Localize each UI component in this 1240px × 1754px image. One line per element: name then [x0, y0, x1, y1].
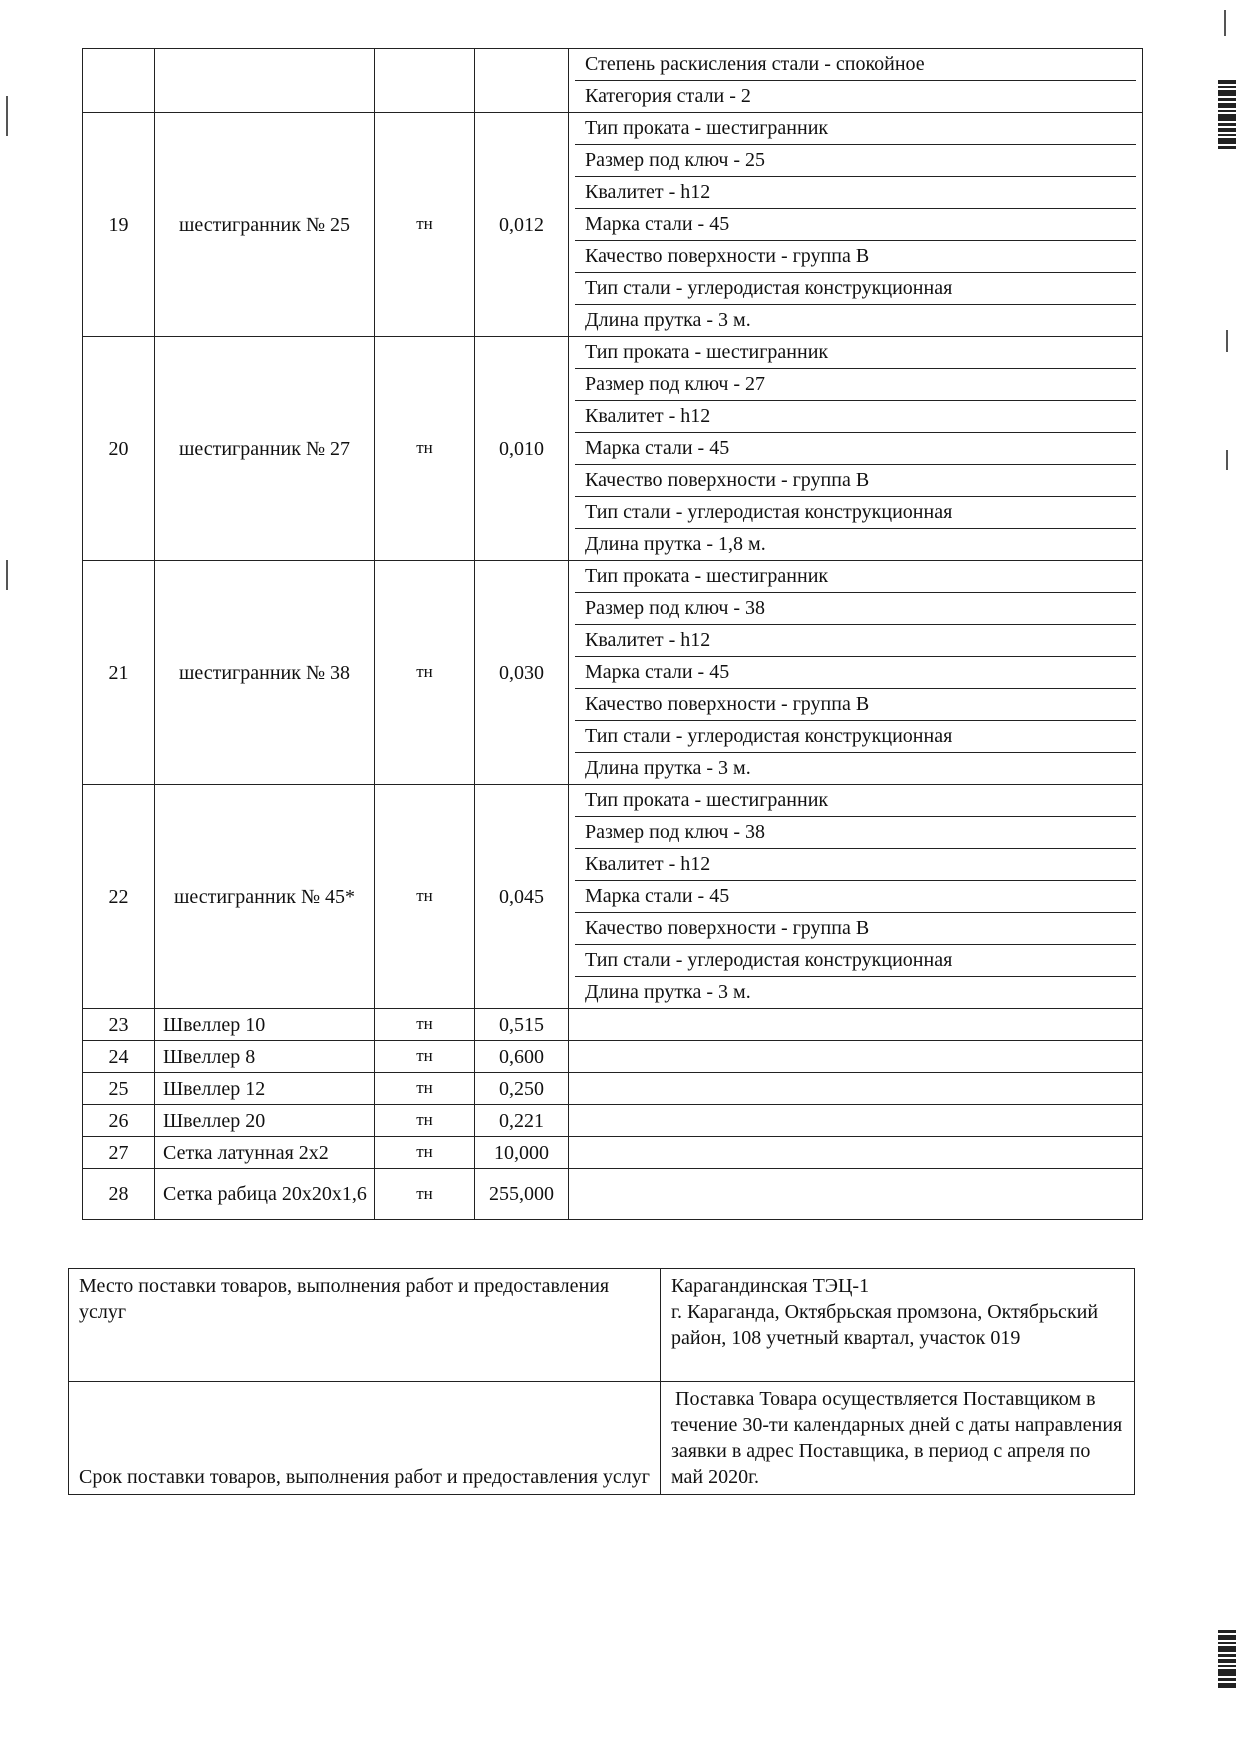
spec-line: Качество поверхности - группа В: [575, 689, 1136, 721]
cell-qty: 10,000: [475, 1137, 569, 1169]
table-row: [83, 1105, 1143, 1137]
table-row-continuation: [83, 49, 1143, 113]
cell-specs: [569, 1137, 1143, 1169]
cell-name: шестигранник № 38: [155, 561, 375, 785]
cell-specs: [569, 337, 1143, 561]
cell-unit: тн: [375, 1169, 475, 1220]
delivery-place-value: [661, 1269, 1135, 1382]
table-row: [83, 337, 1143, 561]
spec-line: Тип проката - шестигранник: [575, 785, 1136, 817]
spec-line: Размер под ключ - 38: [575, 593, 1136, 625]
scan-edge-line: [1224, 10, 1226, 36]
cell-name: Сетка рабица 20х20х1,6: [155, 1169, 375, 1220]
spec-line: Тип проката - шестигранник: [575, 561, 1136, 593]
spec-line: Тип стали - углеродистая конструкционная: [575, 497, 1136, 529]
scan-edge-line: [6, 560, 8, 590]
spec-line: Тип проката - шестигранник: [575, 113, 1136, 145]
cell-unit: тн: [375, 785, 475, 1009]
spec-line: Марка стали - 45: [575, 209, 1136, 241]
cell-unit: тн: [375, 1009, 475, 1041]
cell-specs: [569, 785, 1143, 1009]
cell-unit: тн: [375, 337, 475, 561]
cell-name: [155, 49, 375, 113]
cell-specs: [569, 1009, 1143, 1041]
delivery-place-station: Карагандинская ТЭЦ-1: [671, 1275, 870, 1297]
cell-specs: [569, 561, 1143, 785]
cell-unit: тн: [375, 1105, 475, 1137]
scan-barcode-mark: [1218, 1630, 1236, 1690]
cell-qty: 0,221: [475, 1105, 569, 1137]
cell-unit: тн: [375, 1073, 475, 1105]
cell-name: Швеллер 20: [155, 1105, 375, 1137]
cell-num: 19: [83, 113, 155, 337]
table-row: [83, 785, 1143, 1009]
scan-barcode-mark: [1218, 80, 1236, 151]
cell-name: Швеллер 10: [155, 1009, 375, 1041]
spec-line: Размер под ключ - 27: [575, 369, 1136, 401]
scan-edge-line: [6, 96, 8, 136]
cell-qty: 255,000: [475, 1169, 569, 1220]
spec-line: Размер под ключ - 38: [575, 817, 1136, 849]
cell-specs: [569, 49, 1143, 113]
cell-qty: 0,010: [475, 337, 569, 561]
delivery-term-value: Поставка Товара осуществляется Поставщиком в течение 30-ти календарных дней с даты направления заявки в адрес Поставщика, в период с апреля по май 2020г.: [661, 1382, 1135, 1495]
cell-num: 20: [83, 337, 155, 561]
delivery-term-label: Срок поставки товаров, выполнения работ и предоставления услуг: [69, 1382, 661, 1495]
spec-line: Качество поверхности - группа В: [575, 913, 1136, 945]
table-row: [83, 1073, 1143, 1105]
spec-line: Тип стали - углеродистая конструкционная: [575, 721, 1136, 753]
cell-name: Швеллер 8: [155, 1041, 375, 1073]
cell-num: 24: [83, 1041, 155, 1073]
cell-qty: 0,045: [475, 785, 569, 1009]
spec-line: Марка стали - 45: [575, 433, 1136, 465]
table-row: [83, 1137, 1143, 1169]
spec-line: Квалитет - h12: [575, 401, 1136, 433]
delivery-place-address: г. Караганда, Октябрьская промзона, Октябрьский район, 108 учетный квартал, участок 019: [671, 1301, 1099, 1349]
scan-edge-line: [1226, 450, 1228, 470]
spec-line: Тип проката - шестигранник: [575, 337, 1136, 369]
spec-line: Квалитет - h12: [575, 177, 1136, 209]
cell-specs: [569, 1041, 1143, 1073]
spec-line: Квалитет - h12: [575, 625, 1136, 657]
cell-name: шестигранник № 25: [155, 113, 375, 337]
table-row: [83, 1009, 1143, 1041]
cell-name: Сетка латунная 2х2: [155, 1137, 375, 1169]
cell-num: [83, 49, 155, 113]
cell-qty: 0,250: [475, 1073, 569, 1105]
cell-num: 28: [83, 1169, 155, 1220]
cell-unit: [375, 49, 475, 113]
cell-name: шестигранник № 27: [155, 337, 375, 561]
cell-unit: тн: [375, 113, 475, 337]
cell-num: 21: [83, 561, 155, 785]
cell-qty: 0,515: [475, 1009, 569, 1041]
table-row: [83, 1041, 1143, 1073]
spec-line: Размер под ключ - 25: [575, 145, 1136, 177]
cell-qty: 0,012: [475, 113, 569, 337]
spec-line: Качество поверхности - группа В: [575, 465, 1136, 497]
table-row: [83, 113, 1143, 337]
spec-line: Категория стали - 2: [585, 85, 751, 107]
cell-qty: 0,600: [475, 1041, 569, 1073]
cell-num: 25: [83, 1073, 155, 1105]
specification-table: [82, 48, 1143, 1220]
spec-line: Квалитет - h12: [575, 849, 1136, 881]
spec-line: Качество поверхности - группа В: [575, 241, 1136, 273]
delivery-term-row: [69, 1382, 1135, 1495]
cell-specs: [569, 113, 1143, 337]
cell-num: 22: [83, 785, 155, 1009]
cell-num: 26: [83, 1105, 155, 1137]
cell-name: шестигранник № 45*: [155, 785, 375, 1009]
spec-line: Длина прутка - 3 м.: [585, 981, 751, 1003]
delivery-place-row: [69, 1269, 1135, 1382]
table-row: [83, 1169, 1143, 1220]
table-row: [83, 561, 1143, 785]
cell-num: 23: [83, 1009, 155, 1041]
spec-line: Марка стали - 45: [575, 881, 1136, 913]
spec-line: Длина прутка - 3 м.: [585, 757, 751, 779]
cell-num: 27: [83, 1137, 155, 1169]
spec-line: Длина прутка - 1,8 м.: [585, 533, 766, 555]
cell-specs: [569, 1105, 1143, 1137]
cell-unit: тн: [375, 561, 475, 785]
spec-line: Тип стали - углеродистая конструкционная: [575, 273, 1136, 305]
spec-line: Длина прутка - 3 м.: [585, 309, 751, 331]
cell-qty: [475, 49, 569, 113]
cell-name: Швеллер 12: [155, 1073, 375, 1105]
cell-specs: [569, 1073, 1143, 1105]
spec-line: Степень раскисления стали - спокойное: [575, 49, 1136, 81]
scan-edge-line: [1226, 330, 1228, 352]
spec-line: Марка стали - 45: [575, 657, 1136, 689]
cell-specs: [569, 1169, 1143, 1220]
delivery-place-label: Место поставки товаров, выполнения работ и предоставления услуг: [69, 1269, 661, 1382]
delivery-terms-table: [68, 1268, 1135, 1495]
cell-unit: тн: [375, 1041, 475, 1073]
cell-qty: 0,030: [475, 561, 569, 785]
spec-line: Тип стали - углеродистая конструкционная: [575, 945, 1136, 977]
cell-unit: тн: [375, 1137, 475, 1169]
